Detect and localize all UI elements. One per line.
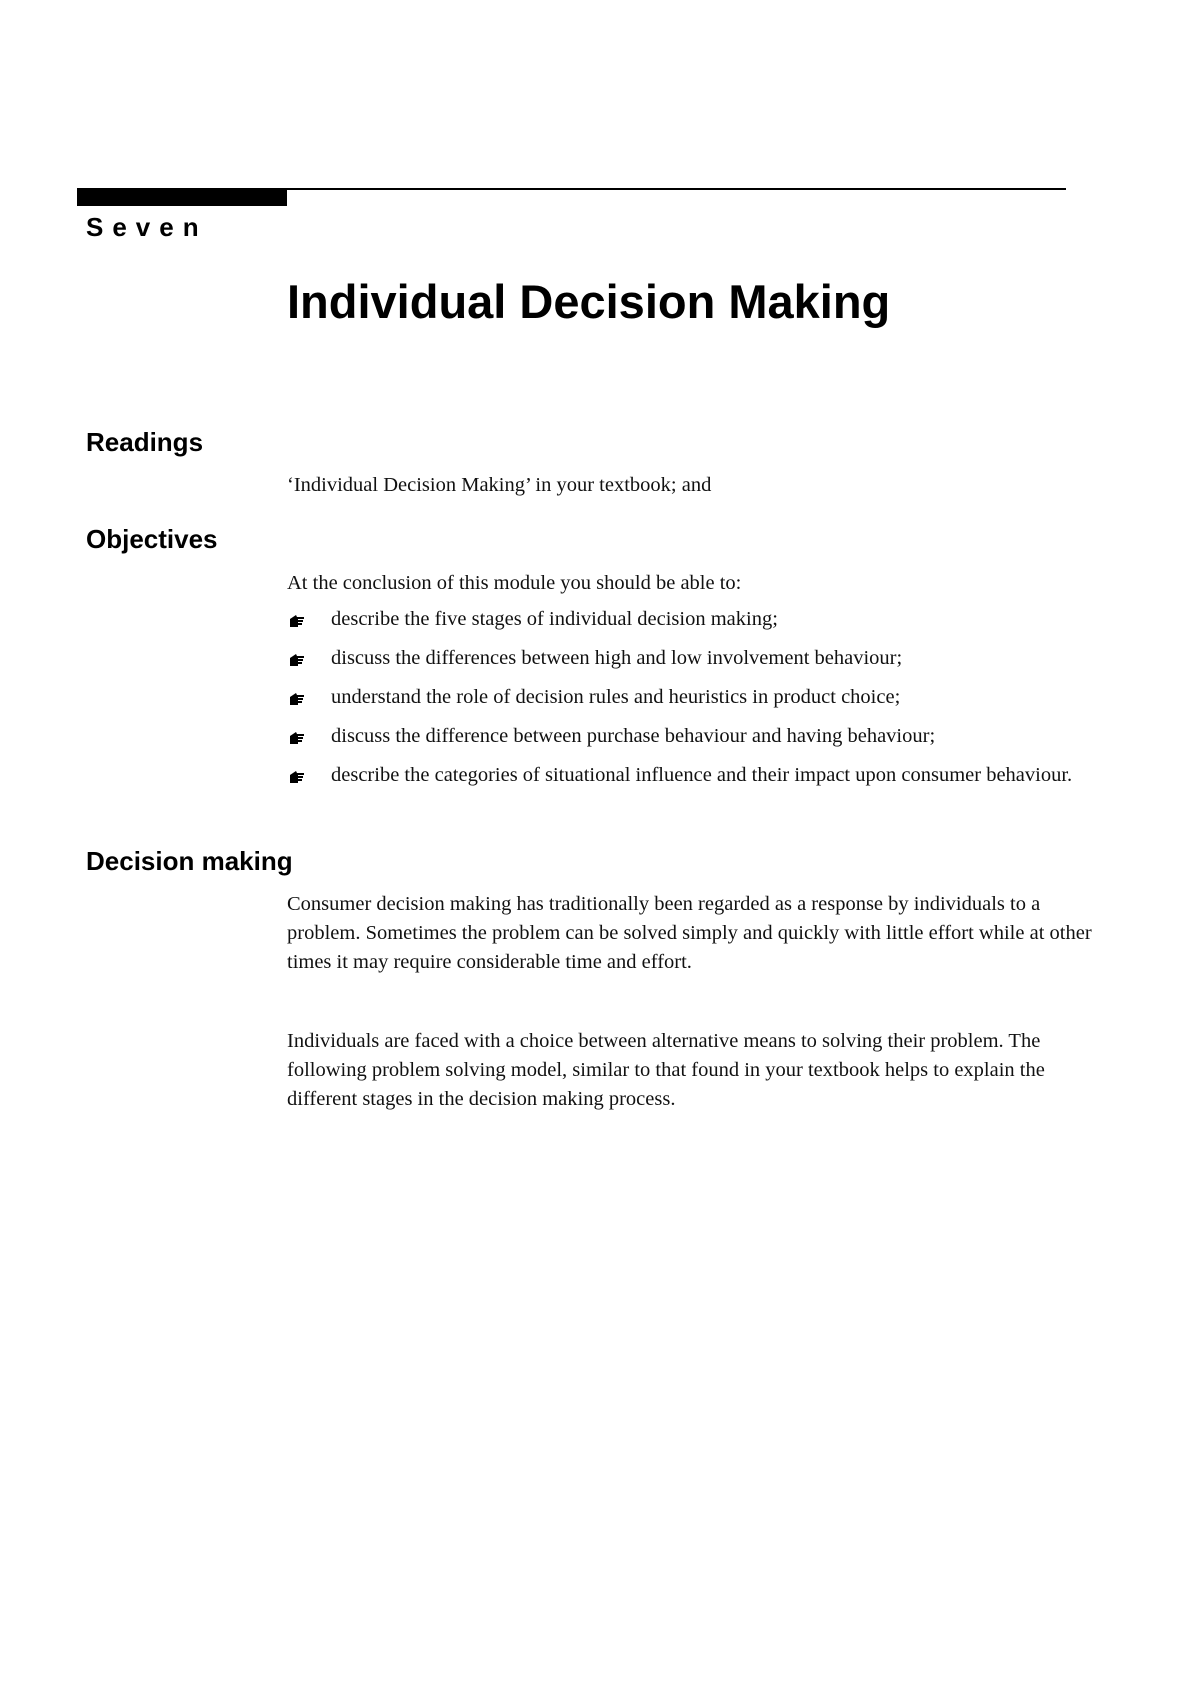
list-item bbox=[287, 645, 1117, 672]
decision-making-paragraph-2: Individuals are faced with a choice between alternative means to solving their problem. The following problem solving model, similar to that found in your textbook helps to explain the different stages in the decision making process. bbox=[287, 1030, 1045, 1110]
list-item bbox=[287, 684, 1117, 711]
readings-text: ‘Individual Decision Making’ in your textbook; and bbox=[287, 474, 712, 496]
pointing-hand-icon bbox=[289, 731, 305, 745]
objective-text: describe the five stages of individual decision making; bbox=[331, 608, 778, 630]
chapter-rule-accent bbox=[77, 188, 287, 206]
pointing-hand-icon bbox=[289, 653, 305, 667]
pointing-hand-icon bbox=[289, 770, 305, 784]
objectives-list bbox=[287, 606, 1117, 801]
objective-text: understand the role of decision rules and heuristics in product choice; bbox=[331, 686, 901, 708]
list-item bbox=[287, 723, 1117, 750]
list-item bbox=[287, 762, 1117, 789]
list-item bbox=[287, 606, 1117, 633]
decision-making-paragraph-1: Consumer decision making has traditionally been regarded as a response by individuals to a problem. Sometimes the problem can be solved simply and quickly with little effort while at other times it may require considerable time and effort. bbox=[287, 893, 1092, 973]
objective-text: discuss the differences between high and low involvement behaviour; bbox=[331, 647, 903, 669]
readings-heading: Readings bbox=[86, 427, 204, 457]
objectives-heading: Objectives bbox=[86, 524, 218, 554]
objectives-intro: At the conclusion of this module you should be able to: bbox=[287, 572, 742, 594]
page-title: Individual Decision Making bbox=[287, 275, 891, 328]
pointing-hand-icon bbox=[289, 692, 305, 706]
objective-text: describe the categories of situational influence and their impact upon consumer behaviour. bbox=[331, 764, 1073, 786]
decision-making-heading: Decision making bbox=[86, 846, 293, 876]
pointing-hand-icon bbox=[289, 614, 305, 628]
chapter-label: Seven bbox=[86, 212, 208, 242]
objective-text: discuss the difference between purchase behaviour and having behaviour; bbox=[331, 725, 936, 747]
